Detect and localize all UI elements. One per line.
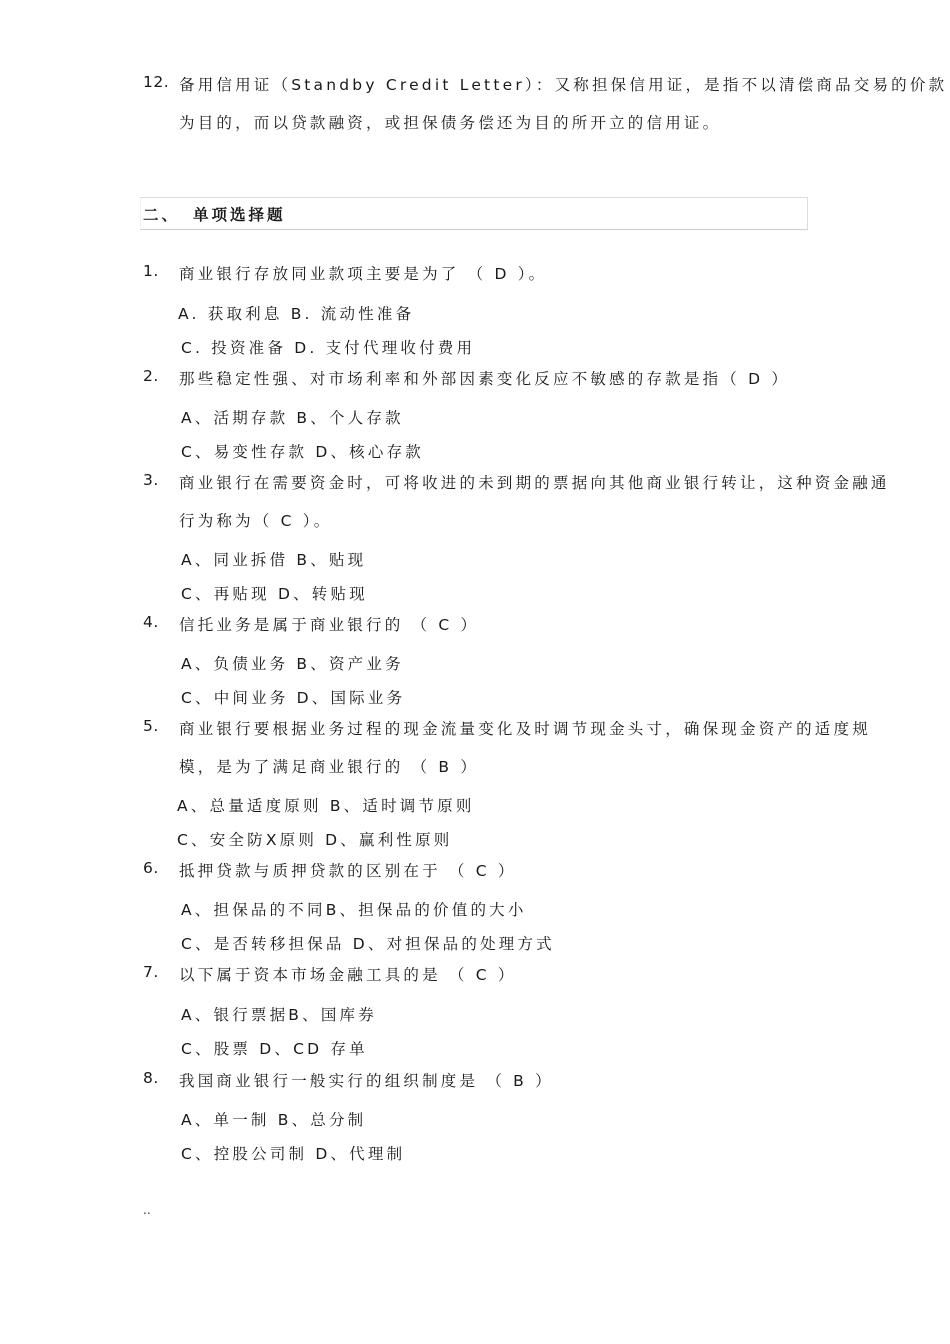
question-text-continued: 模，是为了满足商业银行的 （ B ） bbox=[179, 758, 480, 776]
question-text: 以下属于资本市场金融工具的是 （ C ） bbox=[179, 966, 517, 984]
question-options-row-1: A. 获取利息 B. 流动性准备 bbox=[178, 305, 415, 323]
definition-line-2: 为目的，而以贷款融资，或担保债务偿还为目的所开立的信用证。 bbox=[179, 114, 722, 132]
question-number: 3. bbox=[143, 471, 159, 489]
question-text: 商业银行存放同业款项主要是为了 （ D ）。 bbox=[179, 265, 548, 283]
section-number: 二、 bbox=[143, 206, 181, 224]
definition-number: 12. bbox=[143, 73, 170, 91]
question-options-row-1: A、总量适度原则 B、适时调节原则 bbox=[177, 797, 475, 815]
question-text: 商业银行在需要资金时，可将收进的未到期的票据向其他商业银行转让，这种资金融通 bbox=[179, 474, 890, 492]
question-number: 2. bbox=[143, 367, 159, 385]
question-options-row-1: A、单一制 B、总分制 bbox=[181, 1111, 367, 1129]
section-title: 单项选择题 bbox=[193, 206, 286, 224]
question-text: 信托业务是属于商业银行的 （ C ） bbox=[179, 616, 480, 634]
question-text: 抵押贷款与质押贷款的区别在于 （ C ） bbox=[179, 862, 517, 880]
question-options-row-1: A、担保品的不同B、担保品的价值的大小 bbox=[181, 901, 527, 919]
question-options-row-2: C、控股公司制 D、代理制 bbox=[181, 1145, 406, 1163]
question-options-row-2: C、中间业务 D、国际业务 bbox=[181, 689, 406, 707]
question-number: 8. bbox=[143, 1069, 159, 1087]
question-text: 那些稳定性强、对市场利率和外部因素变化反应不敏感的存款是指（ D ） bbox=[179, 370, 791, 388]
question-options-row-1: A、同业拆借 B、贴现 bbox=[181, 551, 367, 569]
question-number: 7. bbox=[143, 963, 159, 981]
question-text-continued: 行为称为（ C ）。 bbox=[179, 512, 333, 530]
question-number: 5. bbox=[143, 717, 159, 735]
page-footer-mark: .. bbox=[143, 1203, 151, 1217]
question-options-row-1: A、活期存款 B、个人存款 bbox=[181, 409, 404, 427]
question-number: 1. bbox=[143, 262, 159, 280]
question-options-row-1: A、负债业务 B、资产业务 bbox=[181, 655, 404, 673]
question-number: 6. bbox=[143, 859, 159, 877]
question-options-row-2: C、是否转移担保品 D、对担保品的处理方式 bbox=[181, 935, 555, 953]
question-number: 4. bbox=[143, 613, 159, 631]
definition-line-1: 备用信用证（Standby Credit Letter）：又称担保信用证，是指不以清偿商品交易的价款 bbox=[179, 76, 948, 94]
question-text: 我国商业银行一般实行的组织制度是 （ B ） bbox=[179, 1072, 554, 1090]
question-options-row-2: C. 投资准备 D. 支付代理收付费用 bbox=[181, 339, 476, 357]
question-options-row-2: C、股票 D、CD 存单 bbox=[181, 1040, 368, 1058]
question-text: 商业银行要根据业务过程的现金流量变化及时调节现金头寸，确保现金资产的适度规 bbox=[179, 720, 871, 738]
question-options-row-2: C、安全防X原则 D、赢利性原则 bbox=[177, 831, 453, 849]
question-options-row-2: C、易变性存款 D、核心存款 bbox=[181, 443, 424, 461]
question-options-row-2: C、再贴现 D、转贴现 bbox=[181, 585, 368, 603]
question-options-row-1: A、银行票据B、国库券 bbox=[181, 1006, 377, 1024]
